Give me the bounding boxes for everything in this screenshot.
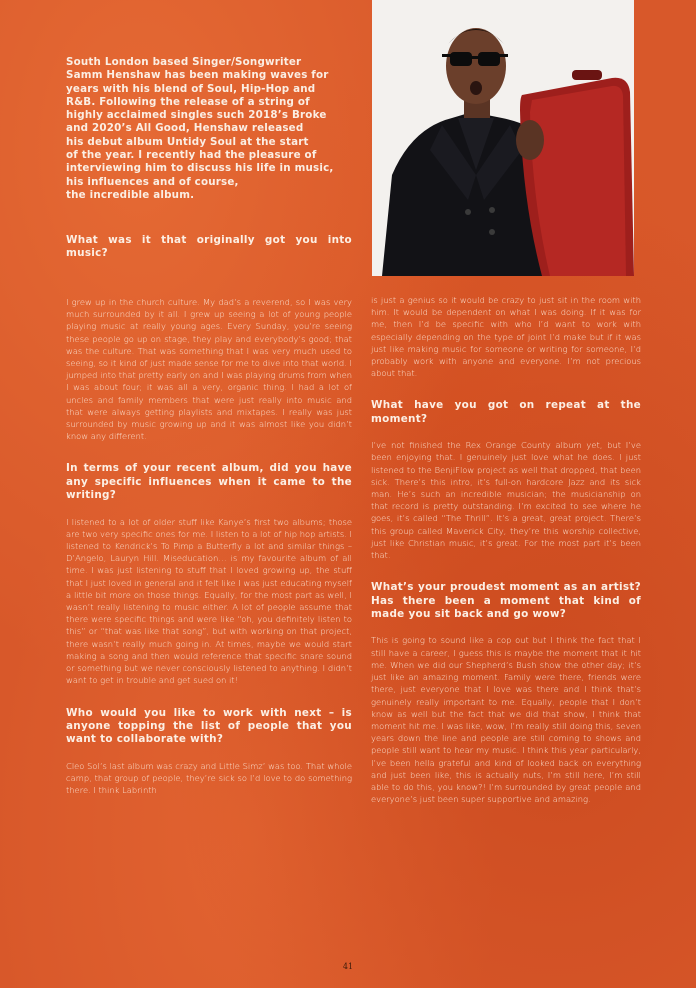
answer-paragraph: I listened to a lot of older stuff like Kanye’s first two albums; those are two very specific ones for me. I listen to a lot of hip hop artists. I listened to Kendrick’s To Pimp a Butterfly a lot and similar things – D’Angelo, Lauryn Hill. Miseducation… is my favourite album of all time. I was just listening to stuff that I loved growing up, the stuff that I just loved in general and it felt like I was just educating myself a little bit more on those things. Equally, for the most part as well, I wasn’t really listening to music either. A lot of people assume that there were specific things and were like “oh, you definitely listen to this” or “that was like that song”, but with working on that project, there wasn’t really much going in. At times, maybe we would start making a song and then would reference that specific snare sound or something but we never consciously listened to anything. I didn’t want to get in trouble and get sued on it! — [66, 516, 352, 686]
page-number: 41 — [342, 962, 354, 971]
intro-line: his influences and of course, — [66, 175, 239, 188]
answer-paragraph: I grew up in the church culture. My dad’s a reverend, so I was very much surrounded by it all. I grew up seeing a lot of young people playing music at really young ages. Every Sunday, you’re seeing these people go up on stage, they play and everybody’s good; that was the culture. That was something that I was very much used to seeing, so it kind of just made sense for me to dive into that world. I jumped into that pretty early on and I was playing drums from when I was about four; it was all a very, organic thing. I had a lot of uncles and family members that were just really into music and that were always getting playlists and mixtapes. I really was just surrounded by music growing up and it was almost like you didn’t know any different. — [66, 297, 352, 442]
question-heading: Who would you like to work with next – is anyone topping the list of people that you want to collaborate with? — [66, 706, 352, 746]
left-column — [66, 234, 352, 796]
intro-line: the incredible album. — [66, 188, 195, 201]
question-heading: What was it that originally got you into music? — [66, 234, 352, 260]
question-heading: In terms of your recent album, did you have any specific influences when it came to the writing? — [66, 462, 352, 502]
artist-photo — [372, 0, 634, 276]
intro-line: his debut album Untidy Soul at the start — [66, 135, 309, 148]
answer-paragraph: I’ve not finished the Rex Orange County album yet, but I’ve been enjoying that. I genuinely just love what he does. I just listened to the BenjiFlow project as well that dropped, that been sick. There’s this intro, it’s full-on hardcore Jazz and its sick man. He’s such an incredible musician; the musicianship on that record is pretty outstanding. I’m excited to see where he goes, it’s called “The Thrill”. It’s a great, great project. There’s this group called Maverick City, they’re this worship collective, just like Christian music, it’s great. For the most part it’s been that. — [371, 440, 641, 561]
answer-paragraph: This is going to sound like a cop out but I think the fact that I still have a career, I guess this is maybe the moment that it hit me. When we did our Shepherd’s Bush show the other day; it’s just like an amazing moment. Family were there, friends were there, just everyone that I love was there and I think that’s genuinely really important to me. Equally, people that I don’t know as well but the fact that we did that show, I think that moment hit me. I was like, wow, I’m really still doing this, seven years down the line and people are still coming to shows and people still want to hear my music. I think this year particularly, I’ve been hella grateful and kind of looked back on everything and just been like, this is actually nuts, I’m still here, I’m still able to do this, you know?! I’m surrounded by great people and everyone’s just been super supportive and amazing. — [371, 635, 641, 805]
intro-block — [66, 56, 362, 202]
intro-line: and 2020’s All Good, Henshaw released — [66, 122, 304, 135]
answer-paragraph: is just a genius so it would be crazy to just sit in the room with him. It would be dependent on what I was doing. If it was for me, then I’d be specific with who I’d want to work with especially depending on the type of joint I’d make but if it was just like making music for someone or writing for someone, I’d probably work with anyone and everyone. I’m not precious about that. — [371, 295, 641, 379]
intro-line: of the year. I recently had the pleasure of — [66, 149, 317, 162]
intro-line: South London based Singer/Songwriter — [66, 56, 302, 68]
intro-line: R&B. Following the release of a string of — [66, 95, 310, 108]
intro-text — [66, 56, 362, 202]
right-column — [371, 294, 641, 805]
answer-paragraph: Cleo Sol’s last album was crazy and Little Simz’ was too. That whole camp, that group of people, they’re sick so I’d love to do something there. I think Labrinth — [66, 760, 352, 796]
intro-line: interviewing him to discuss his life in music, — [66, 162, 334, 175]
question-heading: What have you got on repeat at the moment? — [371, 399, 641, 425]
intro-line: years with his blend of Soul, Hip-Hop and — [66, 82, 316, 95]
question-heading: What’s your proudest moment as an artist? Has there been a moment that kind of made you sit back and go wow? — [371, 581, 641, 621]
intro-line: Samm Henshaw has been making waves for — [66, 69, 329, 82]
intro-line: highly acclaimed singles such 2018’s Broke — [66, 109, 327, 122]
